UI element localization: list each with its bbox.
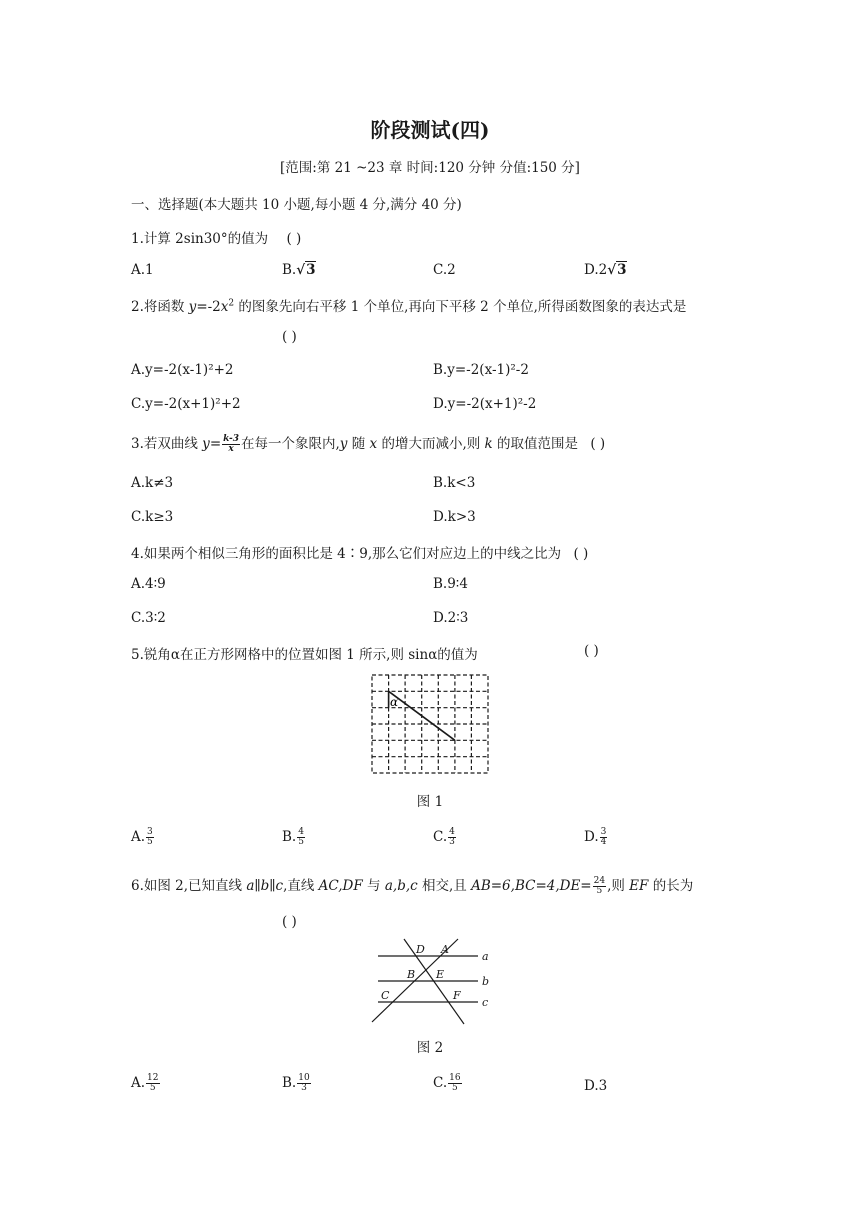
answer-paren: ( ) <box>282 914 297 930</box>
q3-option-d: D.k>3 <box>433 509 476 525</box>
q1-option-b: B.√3 <box>282 262 316 278</box>
label-b: b <box>482 975 490 988</box>
figure-2-parallel-lines <box>366 936 496 1028</box>
q3-option-a: A.k≠3 <box>131 475 174 491</box>
q6-option-a: A. $\frac{12}{5}$ <box>131 1073 159 1093</box>
question-3: 3.若双曲线 y= $\frac{k-3}{x}$ 在每一个象限内,y 随 x 的增大而减小,则 k 的取值范围是 ( ) <box>131 434 606 454</box>
question-5: 5.锐角α在正方形网格中的位置如图 1 所示,则 sinα的值为 <box>131 647 478 663</box>
label-C: C <box>381 989 390 1002</box>
q6-option-c: C. $\frac{16}{5}$ <box>433 1073 461 1093</box>
q5-option-c: C. $\frac{4}{3}$ <box>433 827 455 847</box>
figure-2-caption: 图 2 <box>416 1040 444 1056</box>
q5-option-b: B. $\frac{4}{5}$ <box>282 827 304 847</box>
q2-option-b: B.y=-2(x-1)²-2 <box>433 362 529 378</box>
alpha-label: α <box>390 695 399 709</box>
label-A: A <box>441 943 449 956</box>
label-E: E <box>436 968 445 981</box>
fraction: $\frac{k-3}{x}$ <box>223 434 239 454</box>
q1-option-a: A.1 <box>131 262 154 278</box>
question-2: 2.将函数 $y=-2x^2$ 的图象先向右平移 1 个单位,再向下平移 2 个单位,所得函数图象的表达式是 <box>131 298 687 315</box>
figure-1-grid <box>366 670 496 780</box>
question-1 <box>131 227 301 247</box>
q5-option-d: D. $\frac{3}{4}$ <box>584 827 607 847</box>
q4-option-b: B.9∶4 <box>433 576 468 592</box>
q6-option-b: B. $\frac{10}{3}$ <box>282 1073 310 1093</box>
q3-option-c: C.k≥3 <box>131 509 174 525</box>
question-4: 4.如果两个相似三角形的面积比是 4∶9,那么它们对应边上的中线之比为 ( ) <box>131 546 589 562</box>
label-B: B <box>407 968 416 981</box>
label-c: c <box>482 996 489 1009</box>
answer-paren: ( ) <box>282 329 297 345</box>
q3-option-b: B.k<3 <box>433 475 476 491</box>
label-a: a <box>482 950 489 963</box>
q5-option-a: A. $\frac{3}{5}$ <box>131 827 153 847</box>
q1-option-d: D.2√3 <box>584 262 627 278</box>
question-6: 6.如图 2,已知直线 a∥b∥c,直线 AC,DF 与 a,b,c 相交,且 AB=6,BC=4,DE= $\frac{24}{5}$ ,则 EF 的长为 <box>131 876 694 896</box>
label-F: F <box>453 989 461 1002</box>
q1-option-c: C.2 <box>433 262 456 278</box>
grid-lines <box>372 675 488 773</box>
label-D: D <box>416 943 425 956</box>
q2-option-c: C.y=-2(x+1)²+2 <box>131 396 241 412</box>
question-1-stem: 1.计算 2sin30°的值为 <box>131 231 269 247</box>
answer-paren: ( ) <box>286 231 302 247</box>
page-title: 阶段测试(四) <box>370 118 490 142</box>
angle-ray-diagonal <box>389 691 455 740</box>
q2-option-a: A.y=-2(x-1)²+2 <box>131 362 234 378</box>
q4-option-d: D.2∶3 <box>433 610 469 626</box>
answer-paren: ( ) <box>590 436 606 452</box>
exam-scope: [范围:第 21 ~23 章 时间:120 分钟 分值:150 分] <box>280 160 580 176</box>
figure-1-caption: 图 1 <box>416 794 444 810</box>
section-heading: 一、选择题(本大题共 10 小题,每小题 4 分,满分 40 分) <box>131 197 462 213</box>
q4-option-c: C.3∶2 <box>131 610 166 626</box>
answer-paren: ( ) <box>584 643 599 659</box>
q2-option-d: D.y=-2(x+1)²-2 <box>433 396 537 412</box>
answer-paren: ( ) <box>573 546 589 562</box>
q6-option-d: D.3 <box>584 1078 608 1094</box>
q4-option-a: A.4∶9 <box>131 576 166 592</box>
